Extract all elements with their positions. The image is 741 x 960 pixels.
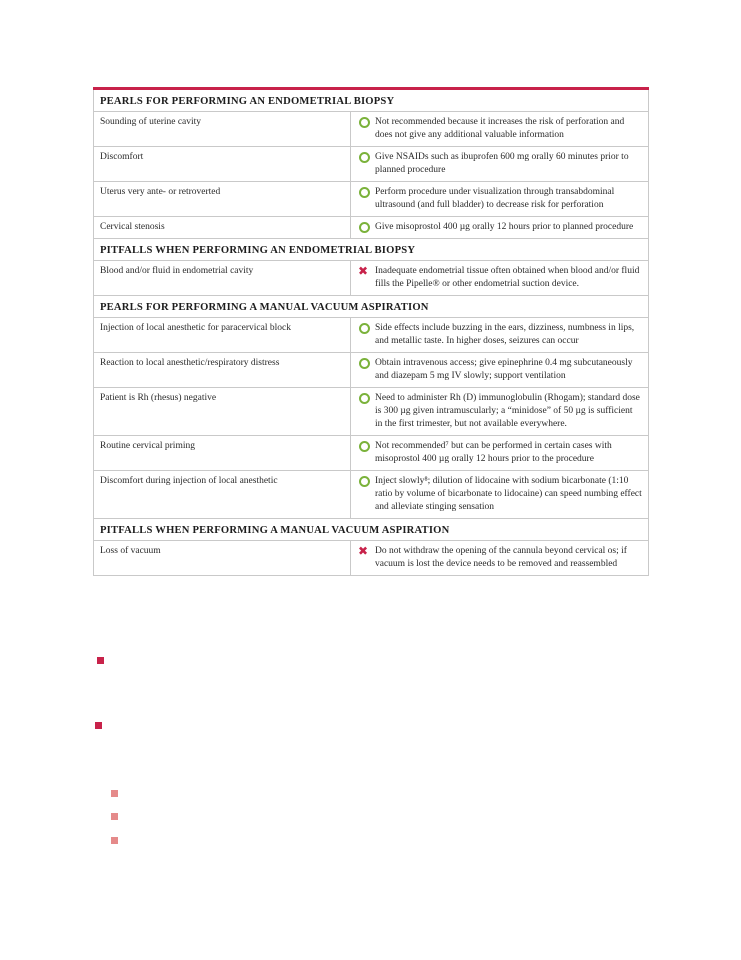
advice-text: Not recommended⁷ but can be performed in certain cases with misoprostol 400 µg orally 12 hours prior to the procedure	[375, 441, 612, 464]
advice-cell	[351, 436, 649, 471]
advice-cell	[351, 541, 649, 576]
advice-text: Need to administer Rh (D) immunoglobulin (Rhogam); standard dose is 300 µg given intramuscularly; a “minidose” of 50 µg is sufficient in the first trimester, but not available everywhere.	[375, 393, 640, 429]
advice-text: Perform procedure under visualization through transabdominal ultrasound (and full bladder) to decrease risk for perforation	[375, 187, 615, 210]
section-title: PEARLS FOR PERFORMING A MANUAL VACUUM ASPIRATION	[94, 296, 649, 318]
table-row	[94, 217, 649, 239]
advice-text: Give NSAIDs such as ibuprofen 600 mg orally 60 minutes prior to planned procedure	[375, 152, 629, 175]
advice-cell	[351, 353, 649, 388]
table-body	[94, 89, 649, 576]
green-ring-icon	[359, 222, 370, 233]
table-row	[94, 541, 649, 576]
section-header-row	[94, 239, 649, 261]
green-ring-icon	[359, 187, 370, 198]
section-title: PITFALLS WHEN PERFORMING A MANUAL VACUUM ASPIRATION	[94, 519, 649, 541]
section-header-row	[94, 296, 649, 318]
advice-text: Do not withdraw the opening of the cannula beyond cervical os; if vacuum is lost the device needs to be removed and reassembled	[375, 546, 627, 569]
pearls-pitfalls-table	[93, 87, 649, 576]
issue-cell: Discomfort during injection of local anesthetic	[94, 471, 351, 519]
green-ring-icon	[359, 358, 370, 369]
advice-cell	[351, 182, 649, 217]
bullet-icon	[95, 722, 102, 729]
advice-cell	[351, 261, 649, 296]
table-row	[94, 388, 649, 436]
table-row	[94, 436, 649, 471]
sub-bullet-icon	[111, 837, 118, 844]
advice-text: Give misoprostol 400 µg orally 12 hours prior to planned procedure	[375, 222, 634, 232]
advice-text: Side effects include buzzing in the ears, dizziness, numbness in lips, and metallic taste. In higher doses, seizures can occur	[375, 323, 635, 346]
bullet-icon	[97, 657, 104, 664]
issue-cell: Discomfort	[94, 147, 351, 182]
table-row	[94, 353, 649, 388]
red-x-icon: ✖	[358, 544, 369, 558]
green-ring-icon	[359, 117, 370, 128]
advice-text: Obtain intravenous access; give epinephrine 0.4 mg subcutaneously and diazepam 5 mg IV slowly; support ventilation	[375, 358, 633, 381]
advice-cell	[351, 147, 649, 182]
issue-cell: Reaction to local anesthetic/respiratory distress	[94, 353, 351, 388]
advice-cell	[351, 388, 649, 436]
advice-text: Inject slowly⁸; dilution of lidocaine with sodium bicarbonate (1:10 ratio by volume of bicarbonate to lidocaine) can speed numbing effect and alleviate stinging sensation	[375, 476, 642, 512]
issue-cell: Blood and/or fluid in endometrial cavity	[94, 261, 351, 296]
issue-cell: Cervical stenosis	[94, 217, 351, 239]
table-row	[94, 147, 649, 182]
red-x-icon: ✖	[358, 264, 369, 278]
section-header-row	[94, 89, 649, 112]
table-row	[94, 261, 649, 296]
advice-text: Not recommended because it increases the risk of perforation and does not give any additional valuable information	[375, 117, 625, 140]
table-row	[94, 471, 649, 519]
issue-cell: Loss of vacuum	[94, 541, 351, 576]
issue-cell: Injection of local anesthetic for paracervical block	[94, 318, 351, 353]
issue-cell: Sounding of uterine cavity	[94, 112, 351, 147]
section-title: PEARLS FOR PERFORMING AN ENDOMETRIAL BIOPSY	[94, 89, 649, 112]
sub-bullet-icon	[111, 813, 118, 820]
advice-cell	[351, 471, 649, 519]
advice-text: Inadequate endometrial tissue often obtained when blood and/or fluid fills the Pipelle® or other endometrial suction device.	[375, 266, 640, 289]
section-header-row	[94, 519, 649, 541]
green-ring-icon	[359, 152, 370, 163]
advice-cell	[351, 112, 649, 147]
advice-cell	[351, 318, 649, 353]
green-ring-icon	[359, 323, 370, 334]
advice-cell	[351, 217, 649, 239]
table-row	[94, 182, 649, 217]
table-row	[94, 112, 649, 147]
issue-cell: Uterus very ante- or retroverted	[94, 182, 351, 217]
section-title: PITFALLS WHEN PERFORMING AN ENDOMETRIAL BIOPSY	[94, 239, 649, 261]
sub-bullet-icon	[111, 790, 118, 797]
issue-cell: Patient is Rh (rhesus) negative	[94, 388, 351, 436]
green-ring-icon	[359, 441, 370, 452]
table-row	[94, 318, 649, 353]
green-ring-icon	[359, 476, 370, 487]
green-ring-icon	[359, 393, 370, 404]
issue-cell: Routine cervical priming	[94, 436, 351, 471]
